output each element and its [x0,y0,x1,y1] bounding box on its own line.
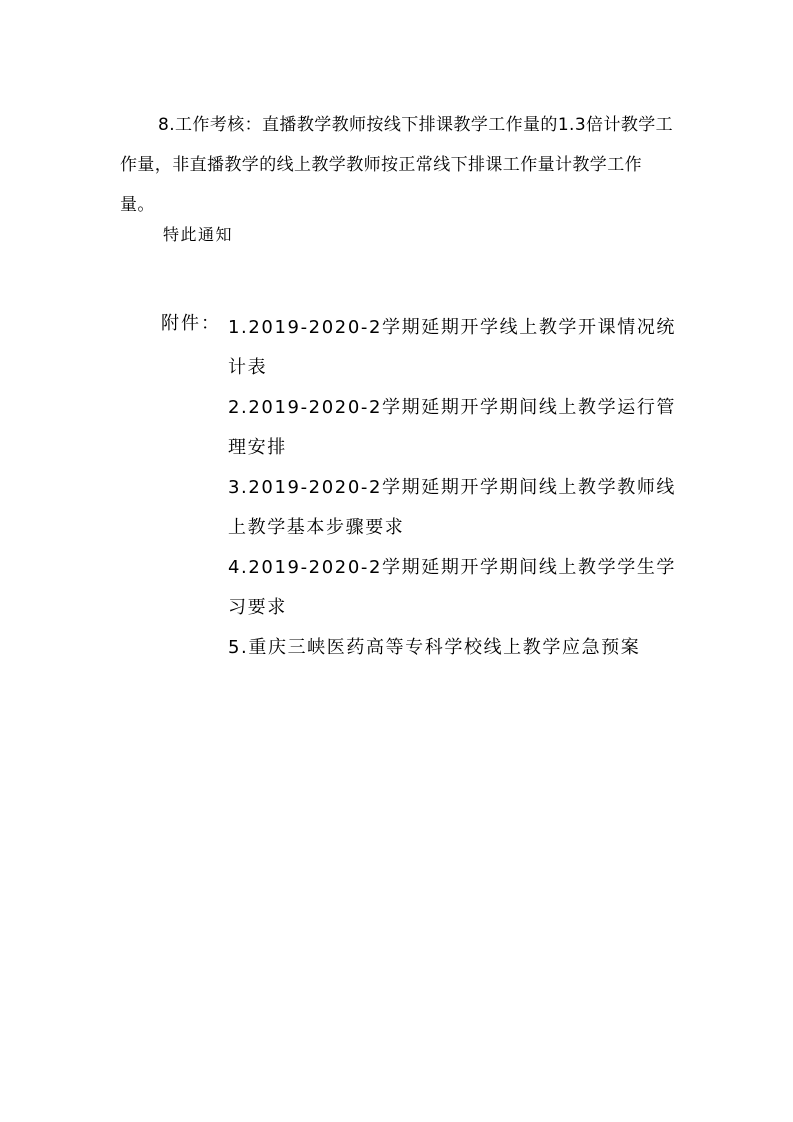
attachment-item-4: 4.2019-2020-2学期延期开学期间线上教学学生学习要求 [228,557,677,618]
notice-closing: 特此通知 [163,225,234,244]
attachment-item-2: 2.2019-2020-2学期延期开学期间线上教学运行管理安排 [228,397,677,458]
attachment-item-5: 5.重庆三峡医药高等专科学校线上教学应急预案 [228,637,641,658]
attachment-item-1: 1.2019-2020-2学期延期开学线上教学开课情况统计表 [228,317,677,378]
attachment-item-3: 3.2019-2020-2学期延期开学期间线上教学教师线上教学基本步骤要求 [228,477,677,538]
attachments-list [228,308,678,668]
paragraph-work-assessment: 8.工作考核：直播教学教师按线下排课教学工作量的1.3倍计教学工作量，非直播教学的线上教学教师按正常线下排课工作量计教学工作量。 [120,115,674,215]
attachments-label: 附件： [161,313,221,334]
